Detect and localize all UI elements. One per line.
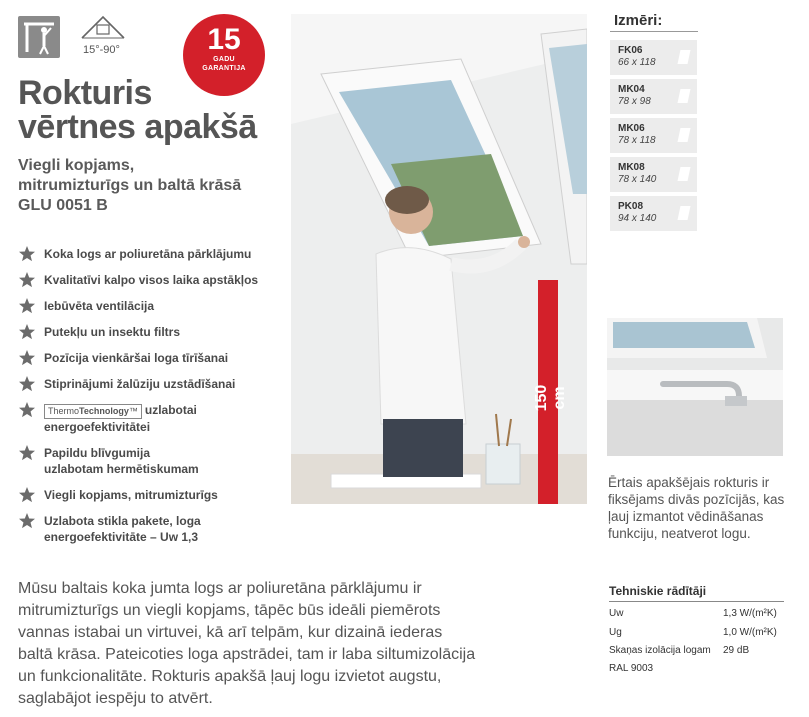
star-icon (18, 246, 36, 262)
subtitle (18, 156, 241, 216)
feature-text: uzlabotam hermētiskumam (44, 462, 199, 476)
warranty-text-1: GADU (213, 56, 235, 63)
size-code: MK06 (618, 123, 645, 134)
feature-item (18, 298, 280, 314)
size-card (610, 79, 697, 114)
warranty-years: 15 (207, 23, 241, 56)
feature-item (18, 376, 280, 392)
tech-label: Uw (609, 608, 624, 619)
subtitle-line-2: mitrumizturīgs un baltā krāsā (18, 177, 242, 194)
star-icon (18, 513, 36, 529)
tech-row (609, 663, 653, 674)
size-code: FK06 (618, 45, 643, 56)
tech-row (609, 645, 750, 656)
feature-item (18, 445, 280, 477)
window-icon (678, 50, 691, 64)
subtitle-line-3: GLU 0051 B (18, 197, 108, 214)
tech-label: Ug (609, 627, 622, 638)
size-card (610, 196, 697, 231)
tech-label: RAL 9003 (609, 663, 654, 674)
handle-photo (607, 318, 783, 456)
feature-item (18, 272, 280, 288)
feature-text: Papildu blīvgumija (44, 446, 151, 460)
tech-row (609, 608, 777, 619)
size-card (610, 40, 697, 75)
star-icon (18, 298, 36, 314)
tech-value: 1,3 W/(m²K) (723, 608, 777, 619)
feature-item (18, 324, 280, 340)
handle-description: Ērtais apakšējais rokturis ir fiksējams divās pozīcijās, kas ļauj izmantot vēdināšanas funkciju, neatverot logu. (608, 475, 785, 541)
sizes-divider (610, 31, 698, 32)
star-icon (18, 376, 36, 392)
size-dimensions: 94 x 140 (618, 213, 657, 224)
page-title (18, 76, 257, 144)
feature-text: Stiprinājumi žalūziju uzstādīšanai (44, 377, 236, 391)
size-dimensions: 78 x 118 (618, 135, 656, 146)
size-card (610, 118, 697, 153)
feature-text: Putekļu un insektu filtrs (44, 325, 181, 339)
tech-value: 29 dB (723, 645, 750, 656)
star-icon (18, 272, 36, 288)
feature-item (18, 246, 280, 262)
roof-angle-label: 15°-90° (83, 44, 120, 56)
size-card (610, 157, 697, 192)
warranty-text-2: GARANTIJA (202, 65, 246, 72)
size-code: MK04 (618, 84, 645, 95)
feature-text: Pozīcija vienkāršai loga tīrīšanai (44, 351, 229, 365)
feature-text: Uzlabota stikla pakete, loga (44, 514, 201, 528)
feature-list (18, 246, 280, 555)
sizes-heading: Izmēri: (614, 12, 663, 29)
size-dimensions: 78 x 98 (618, 96, 651, 107)
roof-angle-icon (80, 14, 126, 40)
mounting-icon (18, 16, 60, 58)
window-icon (678, 167, 691, 181)
tech-label: Skaņas izolācija logam (609, 645, 711, 656)
feature-item (18, 350, 280, 366)
feature-item (18, 513, 280, 545)
product-description: Mūsu baltais koka jumta logs ar poliuretāna pārklājumu ir mitrumizturīgs un viegli kopjams, tāpēc būs ideāli piemērots vannas istabai un virtuvei, kā arī telpām, kur dizainā iederas baltā krāsa. Pateicoties loga apstrādei, tam ir laba siltumizolācija un funkcionalitāte. Rokturis apakšā ļauj logu izvietot augstu, saglabājot iespēju to atvērt. (18, 580, 476, 707)
page-title-line-1: Rokturis (18, 74, 152, 112)
star-icon (18, 350, 36, 366)
size-dimensions: 78 x 140 (618, 174, 657, 185)
feature-text: Koka logs ar poliuretāna pārklājumu (44, 247, 252, 261)
tech-row (609, 627, 777, 638)
star-icon (18, 445, 36, 461)
feature-text: energoefektivitāte – Uw 1,3 (44, 530, 199, 544)
star-icon (18, 402, 36, 418)
feature-text: uzlabotai (144, 403, 197, 417)
window-icon (678, 206, 691, 220)
feature-text: Viegli kopjams, mitrumizturīgs (44, 488, 218, 502)
feature-text: energoefektivitātei (44, 420, 151, 434)
tech-value: 1,0 W/(m²K) (723, 627, 777, 638)
star-icon (18, 324, 36, 340)
star-icon (18, 487, 36, 503)
window-icon (678, 89, 691, 103)
tech-title: Tehniskie rādītāji (609, 584, 707, 598)
size-code: PK08 (618, 201, 644, 212)
feature-item (18, 487, 280, 503)
page-title-line-2: vērtnes apakšā (18, 108, 257, 146)
tech-divider (609, 601, 784, 602)
height-measure-label: 150 cm (533, 384, 568, 412)
window-icon (678, 128, 691, 142)
size-dimensions: 66 x 118 (618, 57, 656, 68)
size-code: MK08 (618, 162, 645, 173)
feature-text: Iebūvēta ventilācija (44, 299, 155, 313)
feature-item-thermo (18, 402, 280, 435)
subtitle-line-1: Viegli kopjams, (18, 157, 135, 174)
feature-text: Kvalitatīvi kalpo visos laika apstākļos (44, 273, 259, 287)
thermotechnology-logo: ThermoTechnology™ (44, 404, 142, 419)
